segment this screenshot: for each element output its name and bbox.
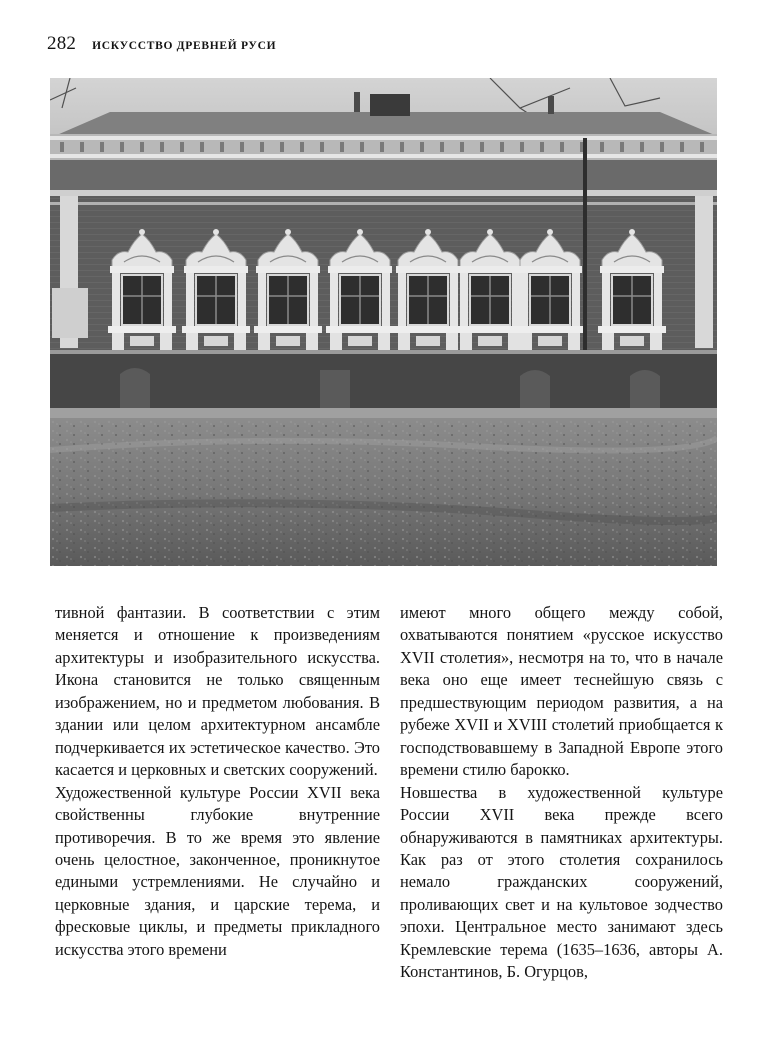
building-facade-photo — [50, 78, 717, 566]
photo-illustration — [50, 78, 717, 566]
text-column-right — [400, 602, 723, 984]
book-title: ИСКУССТВО ДРЕВНЕЙ РУСИ — [92, 40, 277, 52]
running-head — [47, 33, 276, 59]
paragraph: Художественной культуре России XVII века свойственны глубокие внутренние противоречия. В то же время это явление очень целостное, законченное, проникнутое едиными устремлениями. Не случайно и церковные здания, и царские терема, и фресковые циклы, и предметы прикладного искусства этого времени — [55, 782, 380, 959]
text-column-left — [55, 602, 380, 961]
paragraph: имеют много общего между собой, охватываются понятием «русское искусство XVII столетия», несмотря на то, что в начале века оно еще имеет теснейшую связь с предшествующим периодом развития, а на рубеже XVII и XVIII столетий приобщается к господствовавшему в Западной Европе этого времени стилю барокко. — [400, 603, 723, 780]
page-number: 282 — [47, 33, 77, 54]
paragraph: Новшества в художественной культуре России XVII века прежде всего обнаруживаются в памятниках архитектуры. Как раз от этого столетия сохранилось немало гражданских сооружений, проливающих свет и на культовое зодчество эпохи. Центральное место занимают здесь Кремлевские терема (1635–1636, авторы А. Константинов, Б. Огурцов, — [400, 782, 723, 982]
paragraph: тивной фантазии. В соответствии с этим меняется и отношение к произведениям архитектуры и изобразительного искусства. Икона становится не только священным изображением, но и предметом любования. В здании или целом архитектурном ансамбле подчеркивается их эстетическое качество. Это касается и церковных и светских сооружений. — [55, 603, 380, 780]
